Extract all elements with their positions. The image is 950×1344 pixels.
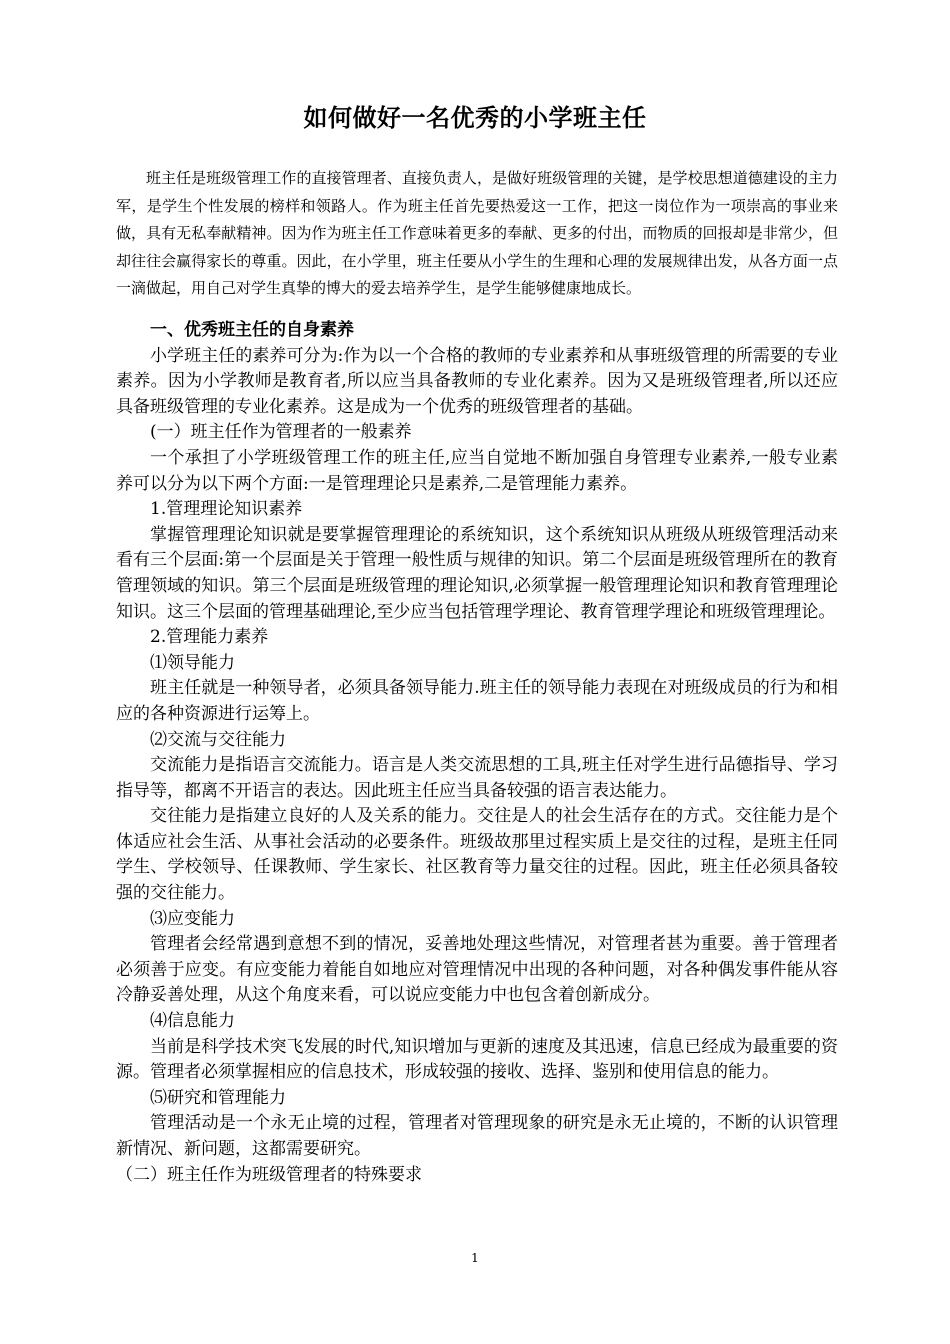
paragraph: 一个承担了小学班级管理工作的班主任,应当自觉地不断加强自身管理专业素养,一般专业素养可以分为以下两个方面:一是管理理论只是素养,二是管理能力素养。 xyxy=(116,447,838,494)
ability-heading: ⑷信息能力 xyxy=(150,1011,235,1032)
document-body xyxy=(116,318,838,1188)
paragraph: 管理活动是一个永无止境的过程，管理者对管理现象的研究是永无止境的，不断的认识管理新情况、新问题，这都需要研究。 xyxy=(116,1113,838,1159)
paragraph: 交流能力是指语言交流能力。语言是人类交流思想的工具,班主任对学生进行品德指导、学习指导等，都离不开语言的表达。因此班主任应当具备较强的语言表达能力。 xyxy=(116,755,838,801)
paragraph: 班主任就是一种领导者，必须具备领导能力.班主任的领导能力表现在对班级成员的行为和相应的各种资源进行运筹上。 xyxy=(116,678,838,724)
subsection-heading: (一）班主任作为管理者的一般素养 xyxy=(150,422,412,443)
section-heading: 一、优秀班主任的自身素养 xyxy=(150,320,354,340)
document-title: 如何做好一名优秀的小学班主任 xyxy=(303,104,647,132)
paragraph: 掌握管理理论知识就是要掌握管理理论的系统知识，这个系统知识从班级从班级管理活动来看有三个层面:第一个层面是关于管理一般性质与规律的知识。第二个层面是班级管理所在的教育管理领域的知识。第三个层面是班级管理的理论知识,必须掌握一般管理理论知识和教育管理理论知识。这三个层面的管理基础理论,至少应当包括管理学理论、教育管理学理论和班级管理理论。 xyxy=(116,524,838,622)
subsection-heading: （二）班主任作为班级管理者的特殊要求 xyxy=(116,1164,422,1185)
ability-heading: ⑸研究和管理能力 xyxy=(150,1087,286,1108)
ability-heading: ⑴领导能力 xyxy=(150,652,235,673)
paragraph: 管理者会经常遇到意想不到的情况，妥善地处理这些情况，对管理者甚为重要。善于管理者必须善于应变。有应变能力着能自如地应对管理情况中出现的各种问题，对各种偶发事件能从容冷静妥善处理，从这个角度来看，可以说应变能力中也包含着创新成分。 xyxy=(116,934,838,1006)
ability-heading: ⑵交流与交往能力 xyxy=(150,729,286,750)
ability-heading: ⑶应变能力 xyxy=(150,908,235,929)
paragraph: 交往能力是指建立良好的人及关系的能力。交往是人的社会生活存在的方式。交往能力是个体适应社会生活、从事社会活动的必要条件。班级故那里过程实质上是交往的过程，是班主任同学生、学校领导、任课教师、学生家长、社区教育等力量交往的过程。因此，班主任必须具备较强的交往能力。 xyxy=(116,806,838,904)
item-heading: 1.管理理论知识素养 xyxy=(150,499,303,520)
item-heading: 2.管理能力素养 xyxy=(150,627,269,648)
paragraph: 当前是科学技术突飞发展的时代,知识增加与更新的速度及其迅速，信息已经成为最重要的资源。管理者必须掌握相应的信息技术，形成较强的接收、选择、鉴别和使用信息的能力。 xyxy=(116,1036,838,1083)
page-number: 1 xyxy=(471,1251,479,1265)
intro-paragraph: 班主任是班级管理工作的直接管理者、直接负责人，是做好班级管理的关键，是学校思想道德建设的主力军，是学生个性发展的榜样和领路人。作为班主任首先要热爱这一工作，把这一岗位作为一项崇高的事业来做，具有无私奉献精神。因为作为班主任工作意味着更多的奉献、更多的付出，而物质的回报却是非常少，但却往往会赢得家长的尊重。因此，在小学里，班主任要从小学生的生理和心理的发展规律出发，从各方面一点一滴做起，用自己对学生真挚的博大的爱去培养学生，是学生能够健康地成长。 xyxy=(116,169,838,297)
paragraph: 小学班主任的素养可分为:作为以一个合格的教师的专业素养和从事班级管理的所需要的专业素养。因为小学教师是教育者,所以应当具备教师的专业化素养。因为又是班级管理者,所以还应具备班级管理的专业化素养。这是成为一个优秀的班级管理者的基础。 xyxy=(116,345,838,417)
